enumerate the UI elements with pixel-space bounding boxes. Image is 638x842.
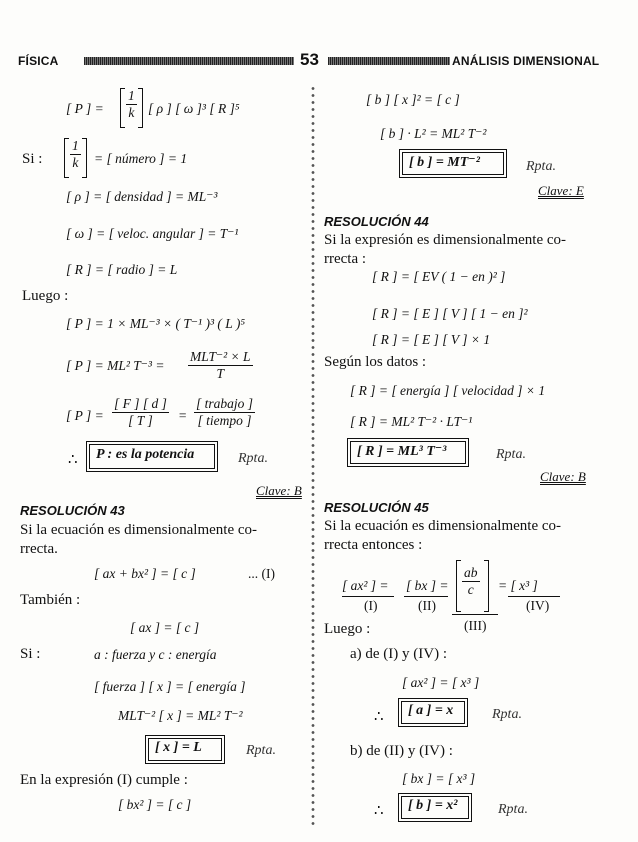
intro-45: Si la ecuación es dimensionalmente co- bbox=[324, 518, 562, 534]
heading-resolucion-45: RESOLUCIÓN 45 bbox=[324, 500, 429, 515]
eq-p3-frac2: $\frac{\text{[ trabajo ]}}{\text{[ tiempo ]}}$ bbox=[196, 396, 254, 428]
clave-e-label: Clave: E bbox=[538, 183, 584, 198]
column-divider bbox=[311, 85, 315, 825]
expresion-label: En la expresión (I) cumple : bbox=[20, 772, 188, 788]
intro-44-b: rrecta : bbox=[324, 251, 367, 267]
answer-box-b bbox=[402, 152, 504, 175]
eq-t1: [ ax² ] = bbox=[342, 578, 389, 593]
eq-ax: [ ax ] = [ c ] bbox=[130, 620, 200, 635]
eq-e4: [ R ] = [ energía ] [ velocidad ] × 1 bbox=[350, 383, 546, 398]
eq-bx2: [ bx² ] = [ c ] bbox=[118, 797, 192, 812]
k-rhs: = [ número ] = 1 bbox=[94, 151, 188, 166]
header-bar-left bbox=[84, 57, 294, 65]
rpta-label: Rpta. bbox=[238, 451, 268, 466]
answer-box-r bbox=[350, 441, 466, 464]
eq-p2-lhs: [ P ] = ML² T⁻³ = bbox=[66, 358, 165, 373]
eq-e2: [ R ] = [ E ] [ V ] [ 1 − eᴨ ]² bbox=[372, 306, 528, 321]
eq-fuerza: [ fuerza ] [ x ] = [ energía ] bbox=[94, 679, 246, 694]
rpta-bb: Rpta. bbox=[498, 802, 528, 817]
item-b: b) de (II) y (IV) : bbox=[350, 743, 453, 759]
answer-box-x bbox=[148, 738, 222, 761]
clave-b-44: Clave: B bbox=[540, 469, 586, 484]
label-II: (II) bbox=[418, 598, 436, 613]
rpta-b: Rpta. bbox=[526, 159, 556, 174]
answer-bb: [ b ] = x² bbox=[408, 798, 458, 813]
eq-power-rhs: [ ρ ] [ ω ]³ [ R ]⁵ bbox=[148, 101, 240, 116]
header-chapter: ANÁLISIS DIMENSIONAL bbox=[452, 54, 600, 68]
label-IV: (IV) bbox=[526, 598, 550, 613]
eq-p3-equals: = bbox=[178, 408, 188, 423]
intro-43: Si la ecuación es dimensionalmente co- bbox=[20, 522, 258, 538]
eq-I-tag: ... (I) bbox=[248, 566, 275, 581]
item-a: a) de (I) y (IV) : bbox=[350, 646, 448, 662]
intro-44: Si la expresión es dimensionalmente co- bbox=[324, 232, 567, 248]
eq-rho: [ ρ ] = [ densidad ] = ML⁻³ bbox=[66, 189, 218, 204]
eq-r2: [ b ] · L² = ML² T⁻² bbox=[380, 126, 487, 141]
eq-t4: = [ x³ ] bbox=[498, 578, 538, 593]
eq-p3-lhs: [ P ] = bbox=[66, 408, 104, 423]
answer-a: [ a ] = x bbox=[408, 703, 454, 718]
eq-mlt: MLT⁻² [ x ] = ML² T⁻² bbox=[118, 708, 243, 723]
eq-power-frac: $\frac{1}{k}$ bbox=[128, 88, 135, 120]
si2-label: Si : bbox=[20, 646, 41, 662]
si2-definitions: a : fuerza y c : energía bbox=[94, 647, 217, 662]
eq-power-lhs: [ P ] = bbox=[66, 101, 104, 116]
eq-radio: [ R ] = [ radio ] = L bbox=[66, 262, 178, 277]
eq-r1: [ b ] [ x ]² = [ c ] bbox=[366, 92, 460, 107]
label-III: (III) bbox=[464, 618, 487, 633]
si-label: Si : bbox=[22, 151, 43, 167]
eq-e3: [ R ] = [ E ] [ V ] × 1 bbox=[372, 332, 491, 347]
eq-p2-frac: $\frac{\text{MLT⁻² × L}}{T}$ bbox=[190, 349, 251, 381]
intro-43-b: rrecta. bbox=[20, 541, 58, 557]
answer-x: [ x ] = L bbox=[155, 740, 202, 755]
eq-p3-frac1: $\frac{[ F ] [ d ]}{[ T ]}$ bbox=[114, 396, 167, 428]
eq-t3-frac: $\frac{ab}{c}$ bbox=[464, 565, 478, 597]
k-frac: $\frac{1}{k}$ bbox=[72, 138, 79, 170]
therefore-b: ∴ bbox=[374, 803, 384, 819]
eq-t2: [ bx ] = bbox=[406, 578, 449, 593]
eq-omega: [ ω ] = [ veloc. angular ] = T⁻¹ bbox=[66, 226, 239, 241]
answer-power: P : es la potencia bbox=[96, 447, 195, 462]
rpta-43: Rpta. bbox=[246, 743, 276, 758]
heading-resolucion-43: RESOLUCIÓN 43 bbox=[20, 503, 125, 518]
rpta-a: Rpta. bbox=[492, 707, 522, 722]
tambien-label: También : bbox=[20, 592, 81, 608]
heading-resolucion-44: RESOLUCIÓN 44 bbox=[324, 214, 429, 229]
eq-e5: [ R ] = ML² T⁻² · LT⁻¹ bbox=[350, 414, 473, 429]
eq-a: [ ax² ] = [ x³ ] bbox=[402, 675, 480, 690]
answer-b: [ b ] = MT⁻² bbox=[409, 155, 480, 170]
therefore-a: ∴ bbox=[374, 709, 384, 725]
eq-I: [ ax + bx² ] = [ c ] bbox=[94, 566, 196, 581]
header-subject: FÍSICA bbox=[18, 54, 59, 68]
eq-e1: [ R ] = [ EV ( 1 − eᴨ )² ] bbox=[372, 269, 506, 284]
answer-box-bb bbox=[401, 796, 469, 819]
clave-b-label: Clave: B bbox=[256, 483, 302, 498]
luego-label: Luego : bbox=[22, 288, 69, 304]
intro-45-b: rrecta entonces : bbox=[324, 537, 423, 553]
label-I: (I) bbox=[364, 598, 378, 613]
therefore-symbol: ∴ bbox=[68, 452, 78, 468]
eq-b: [ bx ] = [ x³ ] bbox=[402, 771, 476, 786]
segun-label: Según los datos : bbox=[324, 354, 427, 370]
rpta-44: Rpta. bbox=[496, 447, 526, 462]
answer-box-power bbox=[89, 444, 215, 469]
answer-r: [ R ] = ML³ T⁻³ bbox=[357, 444, 447, 459]
luego-right-label: Luego : bbox=[324, 621, 371, 637]
header-bar-right bbox=[328, 57, 450, 65]
answer-box-a bbox=[401, 701, 465, 724]
eq-p1: [ P ] = 1 × ML⁻³ × ( T⁻¹ )³ ( L )⁵ bbox=[66, 316, 246, 331]
page-number: 53 bbox=[300, 50, 319, 69]
